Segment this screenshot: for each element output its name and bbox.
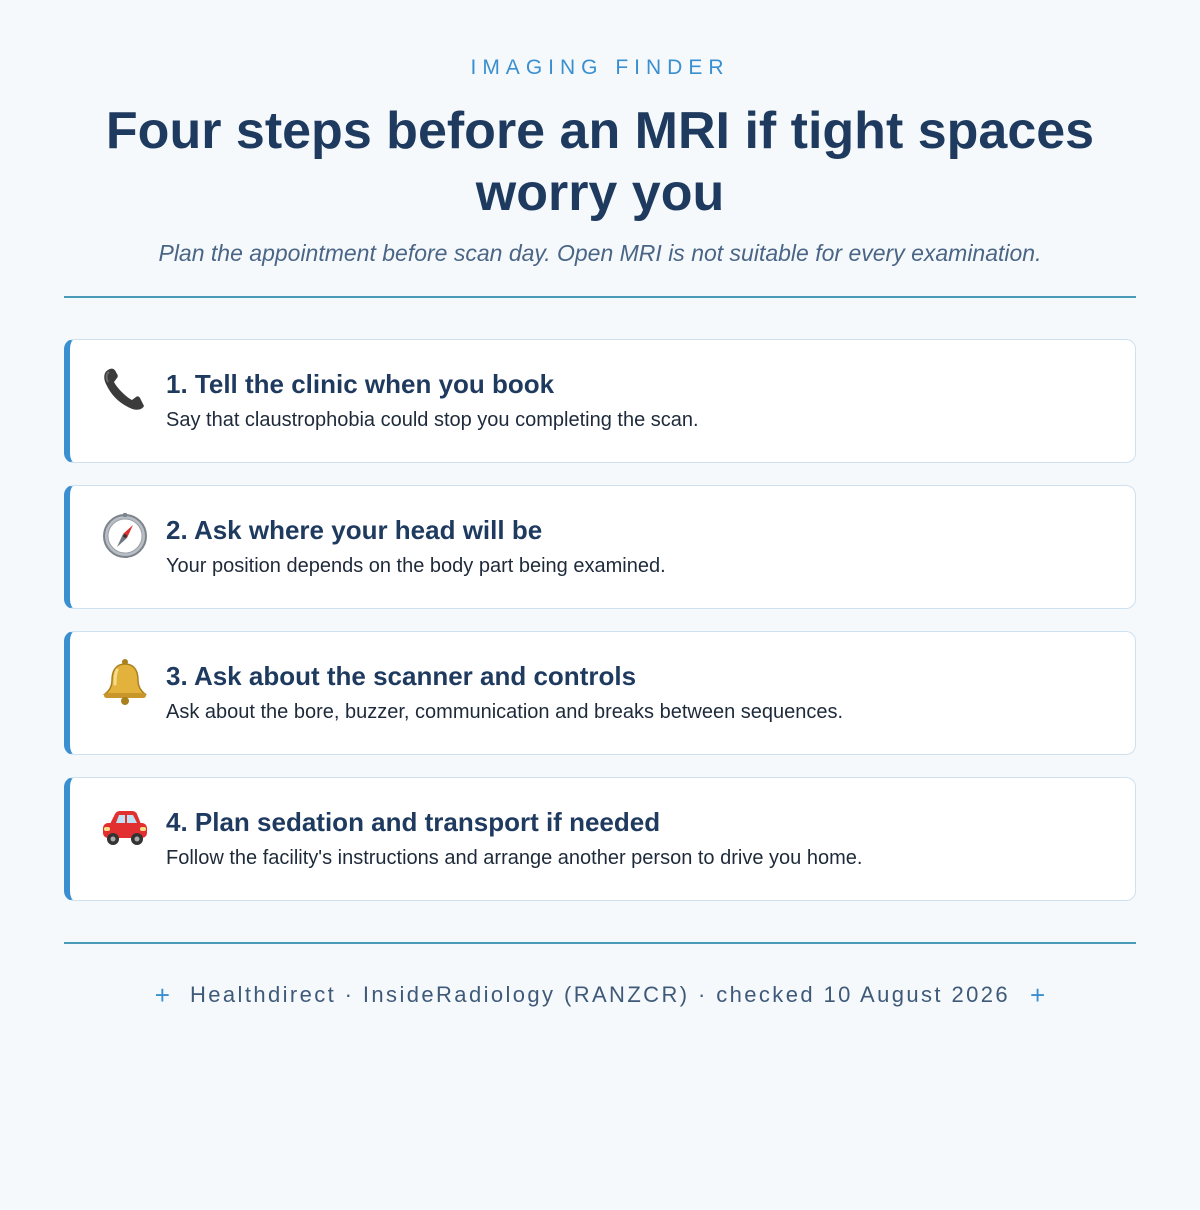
step-title: 1. Tell the clinic when you book (166, 369, 555, 399)
plus-icon: + (154, 980, 170, 1010)
step-title: 3. Ask about the scanner and controls (166, 661, 637, 691)
step-card (64, 777, 1136, 901)
step-description: Follow the facility's instructions and arrange another person to drive you home. (166, 847, 863, 869)
plus-icon: + (1030, 980, 1046, 1010)
step-description: Your position depends on the body part being examined. (166, 555, 666, 577)
step-card (64, 339, 1136, 463)
step-title: 4. Plan sedation and transport if needed (166, 807, 661, 837)
bottom-divider (64, 942, 1136, 944)
page-subtitle: Plan the appointment before scan day. Open MRI is not suitable for every examination. (158, 240, 1042, 266)
footer (0, 980, 1200, 1010)
bell-icon (100, 656, 150, 706)
telephone-icon (100, 364, 150, 414)
header (0, 0, 1200, 268)
kicker-label: IMAGING FINDER (470, 56, 730, 79)
compass-icon (100, 510, 150, 560)
step-description: Ask about the bore, buzzer, communication and breaks between sequences. (166, 701, 844, 723)
step-description: Say that claustrophobia could stop you completing the scan. (166, 409, 699, 431)
steps-list (64, 339, 1136, 923)
top-divider (64, 296, 1136, 298)
car-icon (100, 802, 150, 852)
step-card (64, 631, 1136, 755)
footer-sources: Healthdirect · InsideRadiology (RANZCR) · checked 10 August 2026 (189, 982, 1011, 1007)
step-title: 2. Ask where your head will be (166, 515, 543, 545)
step-card (64, 485, 1136, 609)
page-title: Four steps before an MRI if tight spaces worry you (105, 102, 1095, 222)
